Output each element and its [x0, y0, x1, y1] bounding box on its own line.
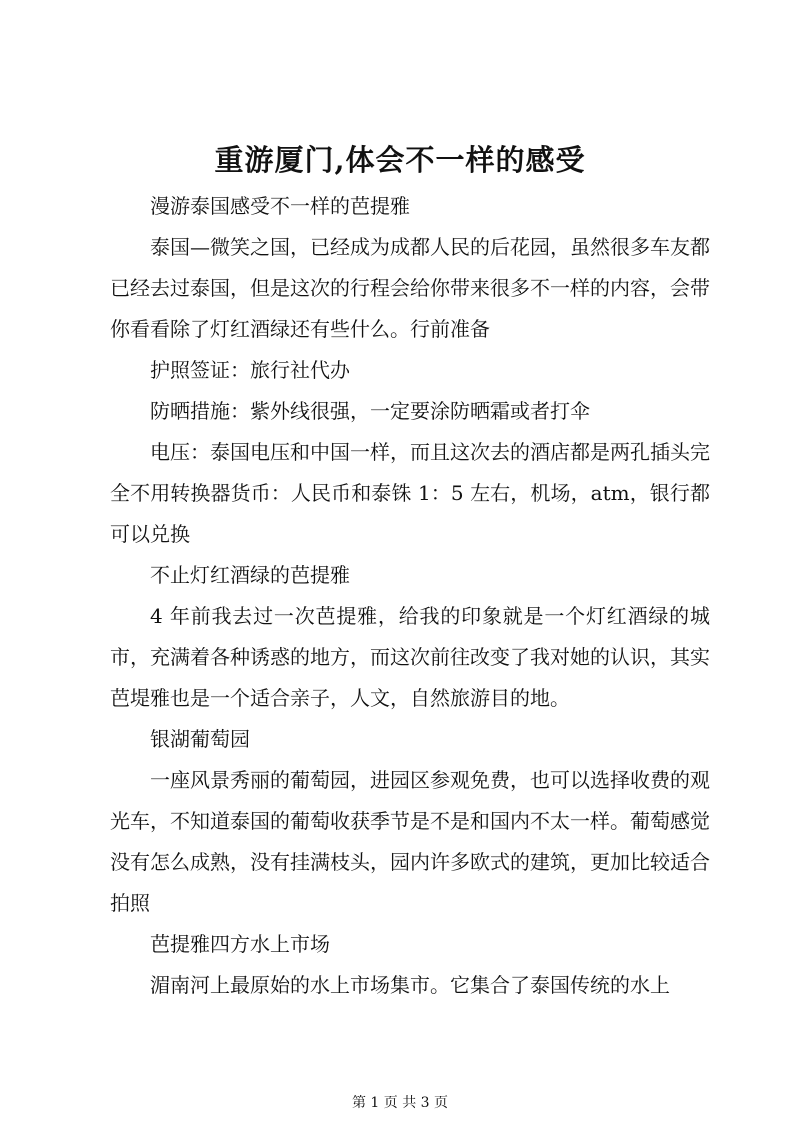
paragraph-heading-pattaya: 不止灯红酒绿的芭提雅 [150, 563, 350, 587]
paragraph-heading-vineyard: 银湖葡萄园 [150, 727, 250, 751]
paragraph-sunscreen: 防晒措施：紫外线很强，一定要涂防晒霜或者打伞 [150, 399, 590, 423]
paragraph-subtitle: 漫游泰国感受不一样的芭提雅 [150, 194, 410, 218]
document-body [110, 186, 710, 1006]
paragraph-market: 湄南河上最原始的水上市场集市。它集合了泰国传统的水上 [150, 973, 670, 997]
paragraph-voltage: 电压：泰国电压和中国一样，而且这次去的酒店都是两孔插头完全不用转换器货币：人民币和泰铢 1：5 左右，机场，atm，银行都可以兑换 [110, 440, 710, 546]
page-number-footer: 第 1 页 共 3 页 [351, 1095, 449, 1111]
paragraph-passport: 护照签证：旅行社代办 [150, 358, 350, 382]
document-title: 重游厦门,体会不一样的感受 [214, 143, 586, 177]
paragraph-heading-market: 芭提雅四方水上市场 [150, 932, 330, 956]
paragraph-intro: 泰国—微笑之国，已经成为成都人民的后花园，虽然很多车友都已经去过泰国，但是这次的行程会给你带来很多不一样的内容，会带你看看除了灯红酒绿还有些什么。行前准备 [110, 235, 710, 341]
paragraph-vineyard: 一座风景秀丽的葡萄园，进园区参观免费，也可以选择收费的观光车，不知道泰国的葡萄收获季节是不是和国内不太一样。葡萄感觉没有怎么成熟，没有挂满枝头，园内许多欧式的建筑，更加比较适合拍照 [110, 768, 710, 915]
paragraph-pattaya: 4 年前我去过一次芭提雅，给我的印象就是一个灯红酒绿的城市，充满着各种诱惑的地方，而这次前往改变了我对她的认识，其实芭堤雅也是一个适合亲子，人文，自然旅游目的地。 [110, 604, 710, 710]
